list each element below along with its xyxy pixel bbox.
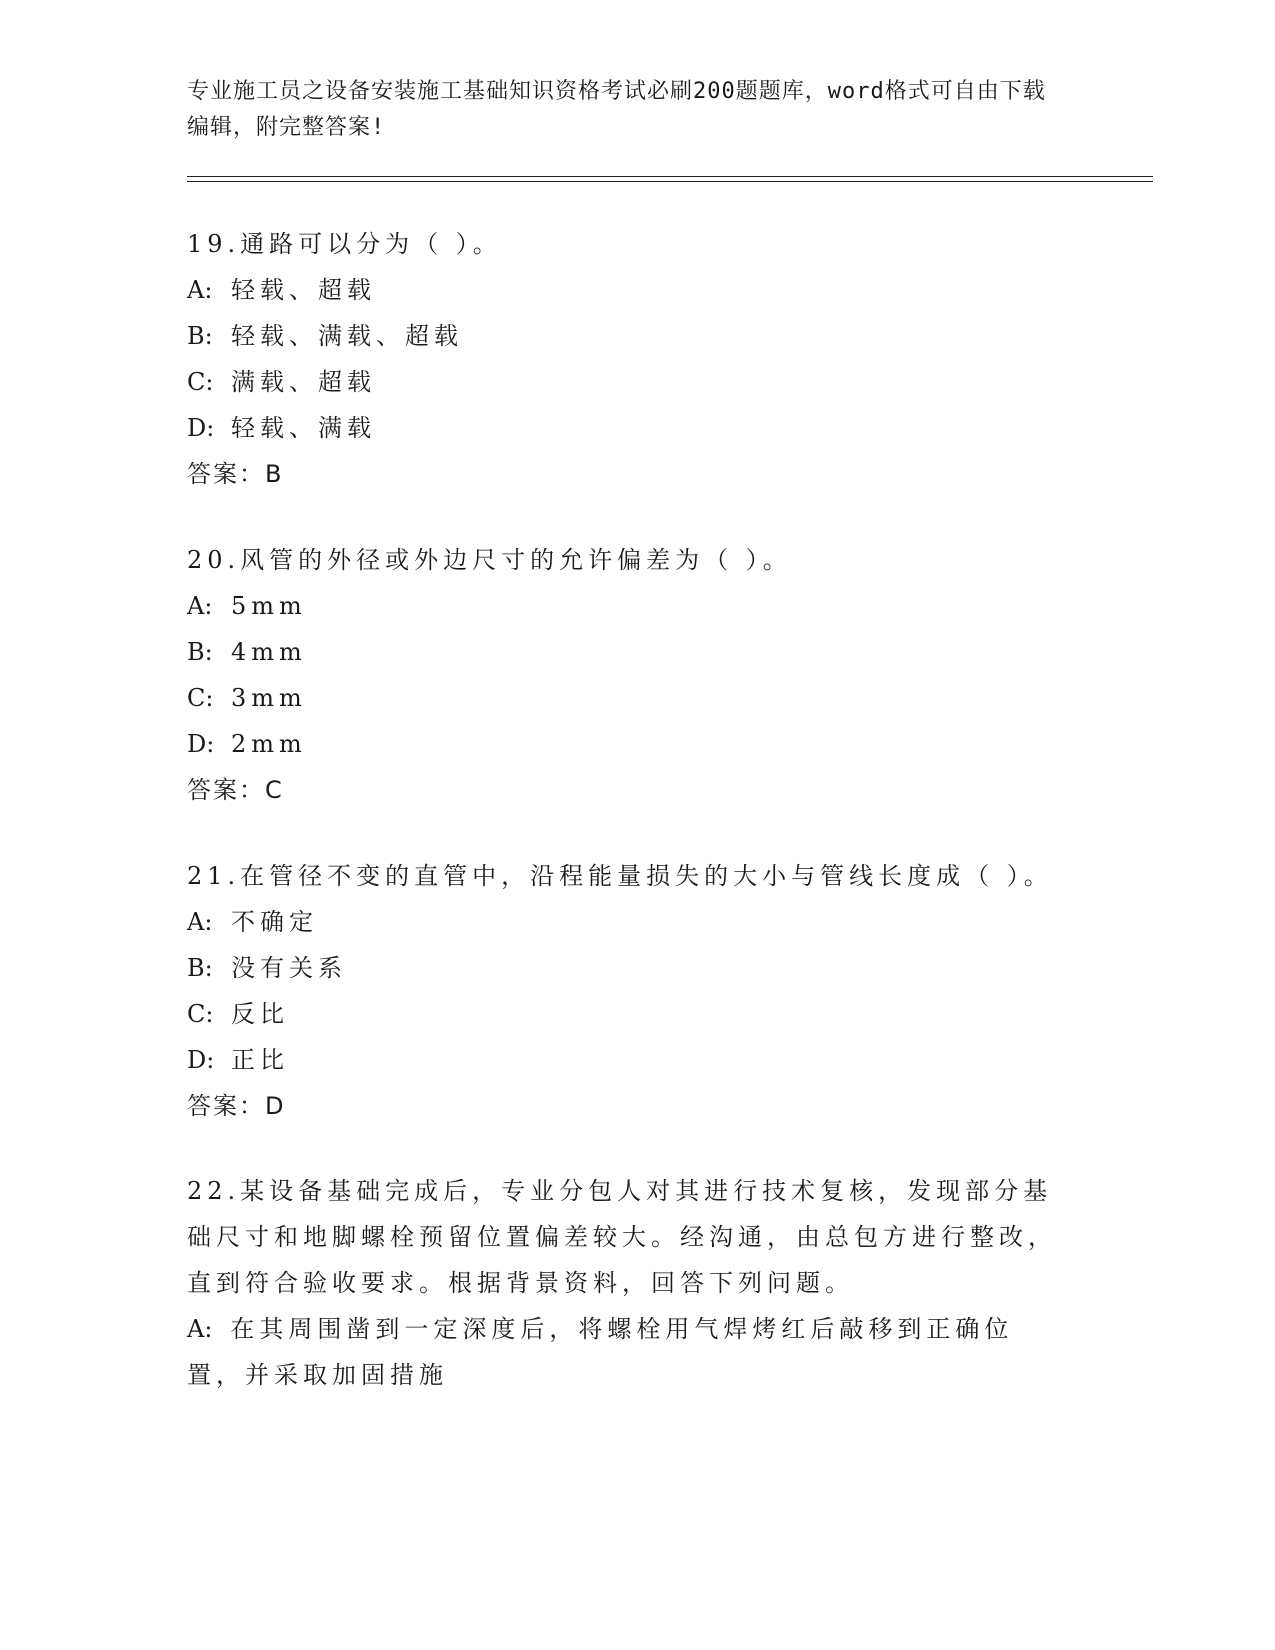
option-letter: D:: [187, 730, 215, 758]
question-stem: 22.某设备基础完成后，专业分包人对其进行技术复核，发现部分基础尺寸和地脚螺栓预留位置偏差较大。经沟通，由总包方进行整改，直到符合验收要求。根据背景资料，回答下列问题。: [187, 1177, 1057, 1297]
option-d: [187, 405, 1087, 451]
option-b: [187, 313, 1087, 359]
option-letter: C:: [187, 1000, 214, 1028]
option-a: [187, 583, 1087, 629]
option-text: 在其周围凿到一定深度后，将螺栓用气焊烤红后敲移到正确位置，并采取加固措施: [187, 1315, 1014, 1389]
option-a: [187, 1306, 1067, 1398]
option-text: 满载、超载: [231, 368, 376, 396]
answer-line: 答案：B: [187, 460, 284, 488]
option-b: [187, 945, 1087, 991]
option-text: 轻载、超载: [231, 276, 376, 304]
option-text: 正比: [231, 1046, 289, 1074]
option-text: 反比: [231, 1000, 289, 1028]
option-text: 没有关系: [231, 954, 347, 982]
answer-line: 答案：D: [187, 1092, 286, 1120]
option-letter: A:: [187, 592, 213, 620]
option-letter: B:: [187, 638, 213, 666]
option-c: [187, 991, 1087, 1037]
question-stem: 20.风管的外径或外边尺寸的允许偏差为（ ）。: [187, 546, 792, 574]
option-letter: A:: [187, 908, 213, 936]
option-letter: C:: [187, 368, 214, 396]
option-text: 轻载、满载: [231, 414, 376, 442]
option-letter: A:: [187, 1315, 213, 1343]
header-divider-bottom: [187, 181, 1153, 182]
option-text: 2mm: [231, 730, 307, 758]
option-letter: B:: [187, 954, 213, 982]
option-text: 轻载、满载、超载: [231, 322, 463, 350]
option-d: [187, 721, 1087, 767]
option-letter: C:: [187, 684, 214, 712]
header-divider-top: [187, 176, 1153, 177]
option-text: 5mm: [231, 592, 307, 620]
option-letter: D:: [187, 414, 215, 442]
question-stem: 19.通路可以分为（ ）。: [187, 230, 502, 258]
question-19: [187, 221, 1087, 497]
option-d: [187, 1037, 1087, 1083]
question-20: [187, 537, 1087, 813]
option-letter: A:: [187, 276, 213, 304]
document-header: [187, 74, 1067, 146]
option-letter: D:: [187, 1046, 215, 1074]
question-21: [187, 853, 1087, 1129]
option-text: 3mm: [231, 684, 307, 712]
header-title: 专业施工员之设备安装施工基础知识资格考试必刷200题题库，word格式可自由下载编辑，附完整答案!: [187, 79, 1046, 140]
option-a: [187, 267, 1087, 313]
option-a: [187, 899, 1087, 945]
option-b: [187, 629, 1087, 675]
option-c: [187, 359, 1087, 405]
option-letter: B:: [187, 322, 213, 350]
option-c: [187, 675, 1087, 721]
answer-line: 答案：C: [187, 776, 284, 804]
option-text: 不确定: [231, 908, 318, 936]
question-22: [187, 1168, 1067, 1398]
option-text: 4mm: [231, 638, 307, 666]
question-stem: 21.在管径不变的直管中，沿程能量损失的大小与管线长度成（ ）。: [187, 862, 1053, 890]
